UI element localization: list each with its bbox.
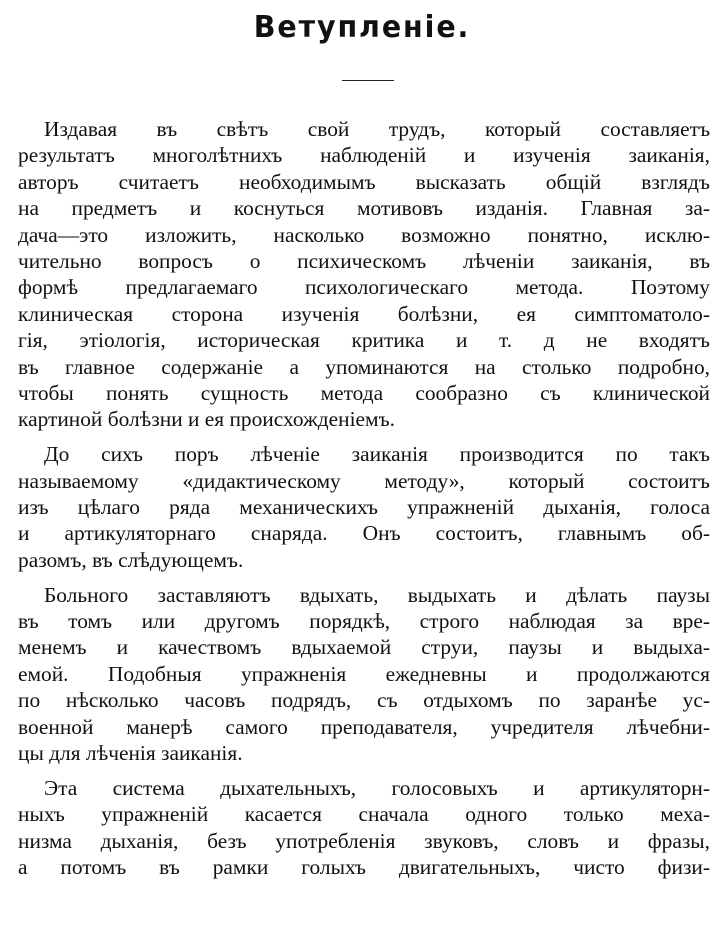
text-line: чтобы понять сущность метода сообразно съ клинической (18, 380, 710, 405)
text-line: клиническая сторона изученія болѣзни, ея симптоматоло- (18, 301, 710, 326)
text-line: емой. Подобныя упражненія ежедневны и продолжаются (18, 661, 710, 686)
paragraph-3 (18, 582, 710, 767)
title-divider (342, 80, 394, 81)
text-line: Больного заставляютъ вдыхать, выдыхать и дѣлать паузы (44, 582, 710, 607)
text-line: картиной болѣзни и ея происхожденіемъ. (18, 407, 395, 432)
text-line: дача—это изложить, насколько возможно понятно, исклю- (18, 222, 710, 247)
text-line: ныхъ упражненій касается сначала одного только меха- (18, 802, 710, 827)
body-text (18, 116, 710, 889)
text-line: низма дыханія, безъ употребленія звуковъ, словъ и фразы, (18, 828, 710, 853)
text-line: Эта система дыхательныхъ, голосовыхъ и артикуляторн- (44, 775, 710, 800)
text-line: До сихъ поръ лѣченіе заиканія производится по такъ (44, 442, 710, 467)
text-line: чительно вопросъ о психическомъ лѣченіи заиканія, въ (18, 248, 710, 273)
text-line: военной манерѣ самого преподавателя, учредителя лѣчебни- (18, 714, 710, 739)
page-title: Ветупленіе. (253, 10, 471, 45)
text-line: въ главное содержаніе а упоминаются на столько подробно, (18, 354, 710, 379)
text-line: авторъ считаетъ необходимымъ высказать общій взглядъ (18, 169, 710, 194)
text-line: менемъ и качествомъ вдыхаемой струи, паузы и выдыха- (18, 635, 710, 660)
text-line: формѣ предлагаемаго психологическаго метода. Поэтому (18, 275, 710, 300)
text-line: Издавая въ свѣтъ свой трудъ, который составляетъ (44, 117, 710, 141)
paragraph-2 (18, 441, 710, 573)
paragraph-4 (18, 775, 710, 881)
text-line: разомъ, въ слѣдующемъ. (18, 547, 244, 572)
text-line: и артикуляторнаго снаряда. Онъ состоитъ, главнымъ об- (18, 521, 710, 546)
text-line: называемому «дидактическому методу», который состоитъ (18, 468, 710, 493)
text-line: на предметъ и коснуться мотивовъ изданія. Главная за- (18, 196, 710, 221)
paragraph-1 (18, 116, 710, 433)
text-line: гія, этіологія, историческая критика и т. д не входятъ (18, 328, 710, 353)
text-line: по нѣсколько часовъ подрядъ, съ отдыхомъ по заранѣе ус- (18, 688, 710, 713)
text-line: цы для лѣченія заиканія. (18, 740, 243, 765)
text-line: въ томъ или другомъ порядкѣ, строго наблюдая за вре- (18, 609, 710, 634)
text-line: а потомъ въ рамки голыхъ двигательныхъ, чисто физи- (18, 855, 710, 880)
text-line: результатъ многолѣтнихъ наблюденій и изученія заиканія, (18, 143, 710, 168)
text-line: изъ цѣлаго ряда механическихъ упражненій дыханія, голоса (18, 494, 710, 519)
